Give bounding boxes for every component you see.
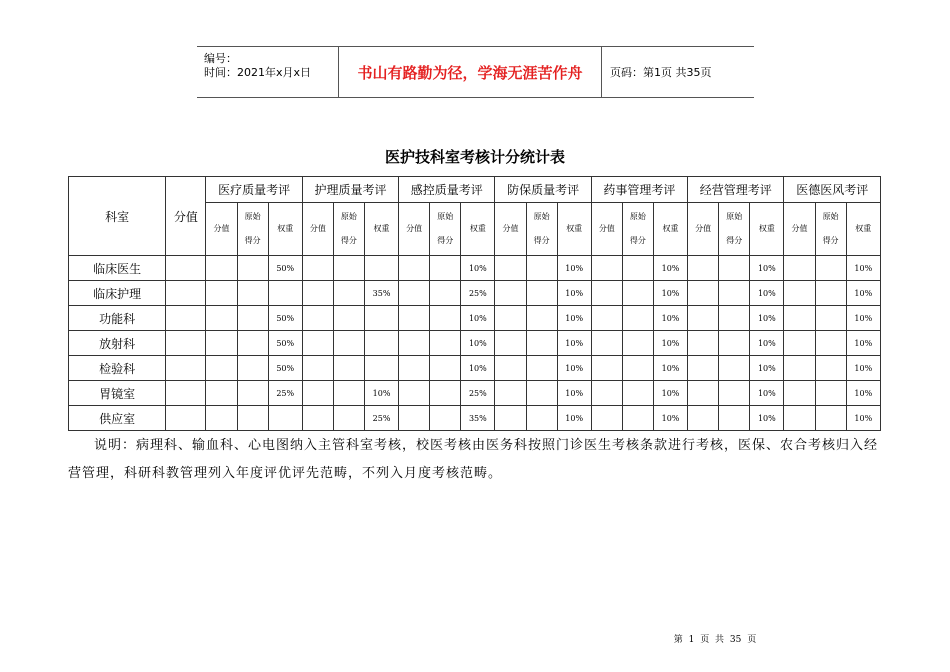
score-cell <box>591 381 622 406</box>
weight-cell: 10% <box>461 256 495 281</box>
table-row <box>69 381 881 406</box>
score-cell <box>495 381 526 406</box>
weight-cell: 10% <box>750 256 784 281</box>
raw-score-cell <box>430 406 461 431</box>
score-cell <box>399 306 430 331</box>
weight-cell: 10% <box>846 306 880 331</box>
score-cell <box>688 381 719 406</box>
table-row <box>69 306 881 331</box>
raw-score-cell <box>333 331 364 356</box>
score-cell <box>399 281 430 306</box>
raw-score-cell <box>526 381 557 406</box>
dept-cell: 临床护理 <box>69 281 166 306</box>
subheader-weight: 权重 <box>557 203 591 256</box>
raw-score-cell <box>622 356 653 381</box>
score-cell <box>688 331 719 356</box>
raw-score-cell <box>622 406 653 431</box>
raw-score-cell <box>333 406 364 431</box>
time-label: 时间：2021年x月x日 <box>204 66 312 79</box>
weight-cell: 10% <box>557 381 591 406</box>
subheader-raw-line1: 原始 <box>244 212 261 221</box>
raw-score-cell <box>237 406 268 431</box>
weight-cell: 10% <box>846 406 880 431</box>
weight-cell <box>268 281 302 306</box>
score-cell <box>495 281 526 306</box>
group-header: 防保质量考评 <box>495 177 591 203</box>
weight-cell: 10% <box>461 306 495 331</box>
raw-score-cell <box>430 331 461 356</box>
raw-score-cell <box>815 306 846 331</box>
raw-score-cell <box>237 356 268 381</box>
header-meta <box>197 47 339 97</box>
raw-score-cell <box>622 331 653 356</box>
weight-cell: 10% <box>653 281 687 306</box>
score-cell <box>784 331 815 356</box>
score-cell <box>784 306 815 331</box>
subheader-raw <box>333 203 364 256</box>
score-cell <box>166 381 206 406</box>
score-cell <box>688 356 719 381</box>
weight-cell: 10% <box>653 406 687 431</box>
weight-cell: 10% <box>750 306 784 331</box>
score-cell <box>399 256 430 281</box>
raw-score-cell <box>719 356 750 381</box>
subheader-raw <box>622 203 653 256</box>
motto: 书山有路勤为径，学海无涯苦作舟 <box>339 47 602 97</box>
dept-cell: 功能科 <box>69 306 166 331</box>
score-cell <box>166 256 206 281</box>
raw-score-cell <box>719 381 750 406</box>
score-cell <box>166 306 206 331</box>
raw-score-cell <box>237 281 268 306</box>
score-cell <box>591 256 622 281</box>
subheader-raw <box>719 203 750 256</box>
group-header: 感控质量考评 <box>399 177 495 203</box>
score-cell <box>206 356 237 381</box>
subheader-raw <box>237 203 268 256</box>
raw-score-cell <box>526 306 557 331</box>
score-cell <box>784 256 815 281</box>
raw-score-cell <box>719 406 750 431</box>
weight-cell: 10% <box>653 256 687 281</box>
subheader-raw-line1: 原始 <box>340 212 357 221</box>
subheader-raw-line2: 得分 <box>437 236 454 245</box>
raw-score-cell <box>815 281 846 306</box>
score-cell <box>784 281 815 306</box>
weight-cell: 35% <box>461 406 495 431</box>
group-header: 药事管理考评 <box>591 177 687 203</box>
subheader-score: 分值 <box>399 203 430 256</box>
weight-cell: 10% <box>653 381 687 406</box>
score-cell <box>399 406 430 431</box>
weight-cell: 10% <box>750 331 784 356</box>
score-cell <box>206 331 237 356</box>
weight-cell: 10% <box>557 356 591 381</box>
weight-cell: 25% <box>268 381 302 406</box>
weight-cell: 10% <box>653 356 687 381</box>
subheader-score: 分值 <box>784 203 815 256</box>
raw-score-cell <box>815 331 846 356</box>
dept-cell: 胃镜室 <box>69 381 166 406</box>
raw-score-cell <box>333 356 364 381</box>
weight-cell: 10% <box>846 356 880 381</box>
document-title: 医护技科室考核计分统计表 <box>384 148 565 166</box>
raw-score-cell <box>815 356 846 381</box>
subheader-raw-line1: 原始 <box>726 212 743 221</box>
weight-cell <box>364 331 398 356</box>
raw-score-cell <box>526 281 557 306</box>
score-cell <box>688 281 719 306</box>
score-cell <box>591 306 622 331</box>
score-cell <box>495 306 526 331</box>
weight-cell: 50% <box>268 356 302 381</box>
score-cell <box>688 306 719 331</box>
weight-cell <box>364 256 398 281</box>
raw-score-cell <box>237 256 268 281</box>
subheader-score: 分值 <box>495 203 526 256</box>
subheader-raw-line2: 得分 <box>629 236 646 245</box>
raw-score-cell <box>719 306 750 331</box>
subheader-raw-line1: 原始 <box>822 212 839 221</box>
score-cell <box>206 306 237 331</box>
weight-cell <box>268 406 302 431</box>
score-cell <box>399 356 430 381</box>
score-cell <box>166 281 206 306</box>
weight-cell: 10% <box>461 356 495 381</box>
weight-cell: 10% <box>846 381 880 406</box>
score-cell <box>688 256 719 281</box>
raw-score-cell <box>333 256 364 281</box>
subheader-raw-line2: 得分 <box>533 236 550 245</box>
score-cell <box>591 331 622 356</box>
raw-score-cell <box>622 281 653 306</box>
score-cell <box>302 381 333 406</box>
raw-score-cell <box>719 256 750 281</box>
score-cell <box>206 256 237 281</box>
raw-score-cell <box>333 306 364 331</box>
raw-score-cell <box>237 381 268 406</box>
subheader-raw-line1: 原始 <box>437 212 454 221</box>
raw-score-cell <box>815 381 846 406</box>
score-cell <box>591 356 622 381</box>
group-header: 护理质量考评 <box>302 177 398 203</box>
score-cell <box>495 331 526 356</box>
subheader-raw-line1: 原始 <box>629 212 646 221</box>
weight-cell: 10% <box>557 256 591 281</box>
raw-score-cell <box>526 331 557 356</box>
raw-score-cell <box>526 406 557 431</box>
table-row <box>69 331 881 356</box>
weight-cell: 10% <box>557 281 591 306</box>
subheader-score: 分值 <box>591 203 622 256</box>
weight-cell: 35% <box>364 281 398 306</box>
raw-score-cell <box>237 331 268 356</box>
weight-cell: 25% <box>461 381 495 406</box>
weight-cell: 10% <box>461 331 495 356</box>
subheader-score: 分值 <box>688 203 719 256</box>
score-cell <box>206 281 237 306</box>
score-cell <box>784 381 815 406</box>
subheader-raw-line2: 得分 <box>726 236 743 245</box>
weight-cell: 50% <box>268 306 302 331</box>
weight-cell: 10% <box>364 381 398 406</box>
score-cell <box>166 356 206 381</box>
table-row <box>69 256 881 281</box>
weight-cell: 10% <box>557 306 591 331</box>
dept-cell: 临床医生 <box>69 256 166 281</box>
score-cell <box>399 381 430 406</box>
page-header <box>197 46 754 98</box>
raw-score-cell <box>719 281 750 306</box>
weight-cell: 10% <box>750 356 784 381</box>
table-row <box>69 281 881 306</box>
header-dept: 科室 <box>69 177 166 256</box>
subheader-weight: 权重 <box>750 203 784 256</box>
weight-cell: 25% <box>364 406 398 431</box>
subheader-weight: 权重 <box>461 203 495 256</box>
dept-cell: 供应室 <box>69 406 166 431</box>
raw-score-cell <box>430 281 461 306</box>
score-cell <box>206 381 237 406</box>
score-cell <box>591 406 622 431</box>
score-cell <box>302 356 333 381</box>
weight-cell <box>364 356 398 381</box>
explanation-note: 说明：病理科、输血科、心电图纳入主管科室考核，校医考核由医务科按照门诊医生考核条款进行考核，医保、农合考核归入经营管理，科研科教管理列入年度评优评先范畴，不列入月度考核范畴。 <box>68 438 879 481</box>
weight-cell: 10% <box>750 381 784 406</box>
raw-score-cell <box>815 406 846 431</box>
weight-cell: 10% <box>846 331 880 356</box>
group-header: 经营管理考评 <box>688 177 784 203</box>
raw-score-cell <box>430 381 461 406</box>
weight-cell: 25% <box>461 281 495 306</box>
score-cell <box>302 306 333 331</box>
raw-score-cell <box>430 256 461 281</box>
score-cell <box>166 406 206 431</box>
raw-score-cell <box>719 331 750 356</box>
score-cell <box>688 406 719 431</box>
table-row <box>69 356 881 381</box>
score-cell <box>166 331 206 356</box>
score-cell <box>495 406 526 431</box>
weight-cell: 10% <box>846 256 880 281</box>
weight-cell: 10% <box>653 306 687 331</box>
subheader-raw <box>526 203 557 256</box>
weight-cell: 10% <box>653 331 687 356</box>
table-row <box>69 406 881 431</box>
raw-score-cell <box>333 281 364 306</box>
score-cell <box>302 406 333 431</box>
dept-cell: 检验科 <box>69 356 166 381</box>
page-footer: 第 1 页 共 35 页 <box>673 635 757 645</box>
raw-score-cell <box>815 256 846 281</box>
code-label: 编号： <box>204 52 237 65</box>
group-header: 医德医风考评 <box>784 177 881 203</box>
subheader-raw-line2: 得分 <box>340 236 357 245</box>
score-cell <box>495 256 526 281</box>
raw-score-cell <box>333 381 364 406</box>
score-cell <box>495 356 526 381</box>
raw-score-cell <box>430 356 461 381</box>
score-cell <box>302 256 333 281</box>
weight-cell: 10% <box>750 406 784 431</box>
subheader-raw <box>815 203 846 256</box>
weight-cell: 10% <box>750 281 784 306</box>
group-header: 医疗质量考评 <box>206 177 302 203</box>
weight-cell: 10% <box>557 406 591 431</box>
header-score: 分值 <box>166 177 206 256</box>
subheader-score: 分值 <box>206 203 237 256</box>
raw-score-cell <box>526 356 557 381</box>
score-cell <box>302 281 333 306</box>
score-cell <box>302 331 333 356</box>
raw-score-cell <box>526 256 557 281</box>
subheader-raw-line2: 得分 <box>822 236 839 245</box>
weight-cell: 10% <box>557 331 591 356</box>
raw-score-cell <box>430 306 461 331</box>
score-cell <box>784 406 815 431</box>
weight-cell <box>364 306 398 331</box>
score-cell <box>206 406 237 431</box>
score-table <box>68 176 881 431</box>
subheader-raw-line2: 得分 <box>244 236 261 245</box>
raw-score-cell <box>622 306 653 331</box>
subheader-raw <box>430 203 461 256</box>
page-info: 页码：第1页 共35页 <box>610 66 712 79</box>
weight-cell: 10% <box>846 281 880 306</box>
subheader-weight: 权重 <box>653 203 687 256</box>
dept-cell: 放射科 <box>69 331 166 356</box>
weight-cell: 50% <box>268 331 302 356</box>
weight-cell: 50% <box>268 256 302 281</box>
score-cell <box>591 281 622 306</box>
raw-score-cell <box>622 381 653 406</box>
raw-score-cell <box>237 306 268 331</box>
subheader-raw-line1: 原始 <box>533 212 550 221</box>
score-cell <box>399 331 430 356</box>
raw-score-cell <box>622 256 653 281</box>
subheader-weight: 权重 <box>268 203 302 256</box>
score-cell <box>784 356 815 381</box>
subheader-weight: 权重 <box>846 203 880 256</box>
subheader-weight: 权重 <box>364 203 398 256</box>
subheader-score: 分值 <box>302 203 333 256</box>
